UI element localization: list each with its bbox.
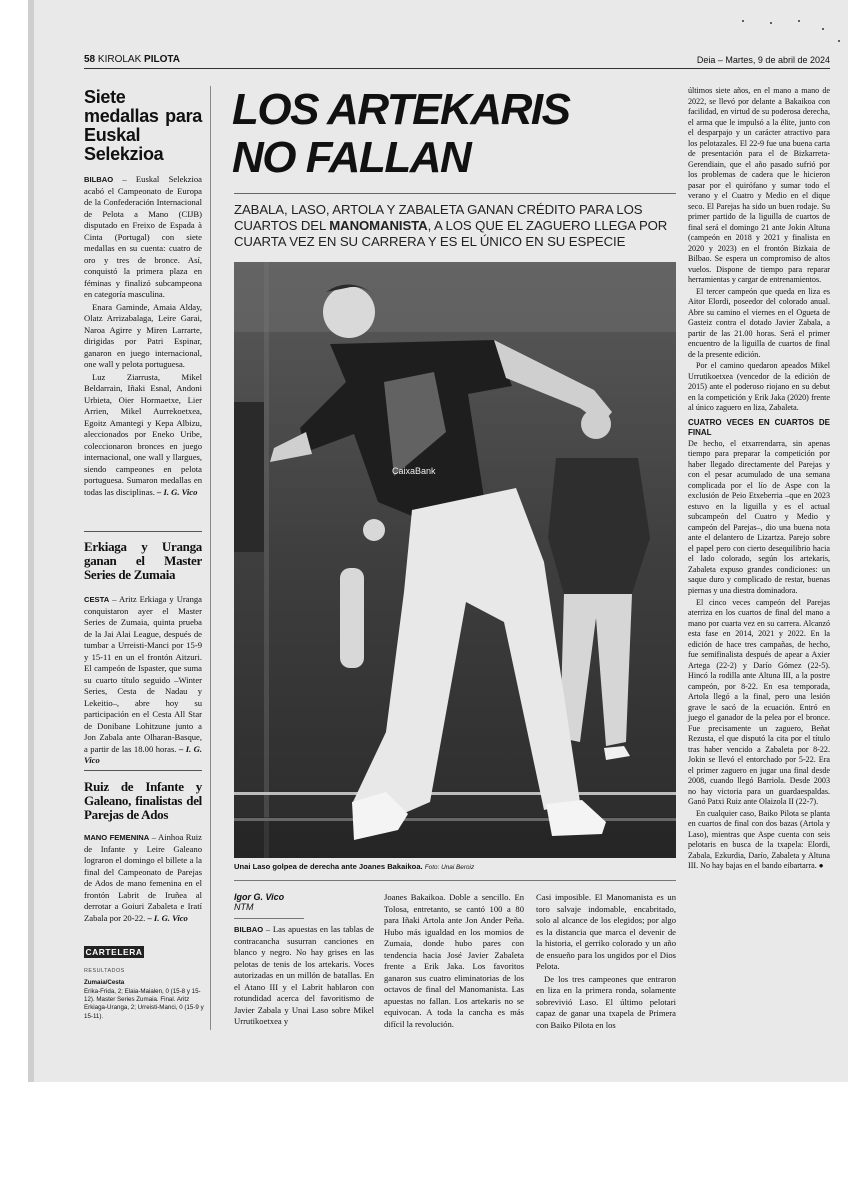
- main-photo: [234, 262, 676, 858]
- cartelera-label: CARTELERA: [85, 947, 143, 957]
- paragraph-text: Luz Ziarrusta, Mikel Beldarrain, Iñaki Esnal, Andoni Urbieta, Oier Hormaetxe, Lier Arrien, Mikel Aurrekoetxea, Egoitz Amantegi y Kepa Albizu, aleccionados por Eneko Uribe, coleccionaron bronces en juego internacional, one wall y llargues, siendo campeones en pelota portuguesa. Sumaron medallas en todas las disciplinas.: [84, 371, 202, 497]
- byline-org: NTM: [234, 902, 254, 912]
- divider: [84, 770, 202, 771]
- headline-line-1: LOS ARTEKARIS: [232, 85, 570, 134]
- signature: – I. G. Vico: [147, 912, 188, 923]
- photo-caption: [234, 862, 676, 871]
- section-subheading: CUATRO VECES EN CUARTOS DE FINAL: [688, 417, 830, 438]
- caption-text: Unai Laso golpea de derecha ante Joanes Bakaikoa.: [234, 862, 423, 871]
- body-column-right: [688, 86, 830, 873]
- body-paragraph: [688, 809, 830, 872]
- dateline: Deia – Martes, 9 de abril de 2024: [696, 55, 830, 65]
- page-edge-shadow: [28, 0, 34, 1082]
- headline-rule: [234, 193, 676, 194]
- paragraph-text: – Ainhoa Ruiz de Infante y Leire Galeano lograron el domingo el billete a la final del Campeonato de Parejas de Ados de mano femenina en el frontón Labrit de Iruñea al derrotar a Goiuri Zabaleta e Iratí Zabala por 20-22.: [84, 832, 202, 923]
- story-headline: Erkiaga y Uranga ganan el Master Series de Zumaia: [84, 539, 202, 582]
- story-headline: Ruiz de Infante y Galeano, finalistas del Parejas de Ados: [84, 779, 202, 822]
- section-label: [84, 54, 180, 65]
- body-paragraph: De los tres campeones que entraron en liza en la primera ronda, solamente sobrevivió Laso. El último pelotari capaz de ganar una txapela de Primera con Baiko Pilota en los: [536, 973, 676, 1030]
- paragraph-text: – Aritz Erkiaga y Uranga conquistaron ayer el Master Series de Zumaia, quinta prueba de la Jai Alai League, después de tumbar a Urreisti-Manci por 15-9 y 15-11 en un el frontón Aitzuri. El campeón de Ispaster, que suma su cuarto título seguido –Winter Series, Cesta de Nadau y Lekeitio–, abre hoy su participación en el Cesta All Star de Donibane Lohitzune junto a Jon Zabala ante Olharan-Basque, a partir de las 18.00 horas.: [84, 594, 202, 754]
- paragraph-text: En cualquier caso, Baiko Pilota se planta en cuartos de final con dos bazas (Artola y Laso), mientras que Aspe cuenta con seis pelotaris en busca de la txapela: Elordi, Zabala, Ezkurdia, Darío, Zabaleta y Altuna III. No hay bajas en el bando eibartarra.: [688, 808, 830, 871]
- dateline-lead: MANO FEMENINA: [84, 833, 150, 842]
- story-paragraph: [84, 594, 202, 767]
- byline: [234, 892, 284, 912]
- page-number: 58: [84, 54, 96, 65]
- story-paragraph: [84, 372, 202, 499]
- body-column-2: [384, 892, 524, 1031]
- dateline-lead: CESTA: [84, 595, 110, 604]
- results-heading: Zumaia/Cesta: [84, 979, 125, 987]
- divider: [84, 531, 202, 532]
- story-paragraph: Enara Gaminde, Amaia Alday, Olatz Arrizabalaga, Leire Garai, Naroa Agirre y Miren Larrarte, dirigidas por Patri Espinar, ganaron en juego internacional, one wall y pelota portuguesa.: [84, 301, 202, 370]
- photo-illustration: [234, 262, 676, 858]
- headline-line-2: NO FALLAN: [232, 133, 471, 182]
- paragraph-text: – Las apuestas en las tablas de contracancha susurran canciones en blanco y negro. No hay grises en las pelotas de tenis de los artekaris. Voces autorizadas en un millón de batallas. En el Atano III y el Labrit hablaron con rotundidad acerca del favoritismo de Javier Zabala y Unai Laso sobre Mikel Urrutikoetxea y: [234, 924, 374, 1027]
- column-rule: [210, 86, 211, 1030]
- body-paragraph: De hecho, el etxarrendarra, sin apenas tiempo para preparar la competición por haber llegado directamente del Parejas y con el pesar acumulado de una semana complicada por el lío de Aspe con la exclusión de Peio Etxeberria –que en 2023 estuvo en la liguilla y es el actual subcampeón del Cuatro y Medio y campeón del Parejas–, dio una buena nota ante el delantero de Lizartza. Parejo sobre el papel pero con cierto desequilibrio hacia el lado colorado, según los artekaris, Zabaleta expuso grandes condiciones: un saque duro y complicado de restar, buenas piernas y una diestra dominadora.: [688, 438, 830, 595]
- subtitle-text: , A LOS QUE EL ZAGUERO LLEGA POR CUARTA VEZ EN SU CARRERA Y ES EL ÚNICO EN SU ESPECIE: [234, 218, 668, 249]
- body-paragraph: El tercer campeón que queda en liza es Aitor Elordi, poseedor del colorado anual. Abre su camino el viernes en el Ogueta de Gasteiz contra el dotado Javier Zabala, a partir de las 21.00 horas. Será el primer encuentro de la liguilla de cuartos de final de la presente edición.: [688, 286, 830, 359]
- results-label: RESULTADOS: [84, 968, 125, 974]
- signature: – I. G. Vico: [157, 486, 198, 497]
- paragraph-text: – Euskal Selekzioa acabó el Campeonato de Europa de la Confederación Internacional de Pelota a Mano (CIJB) disputado en Freixo de Espada à Cinta (Portugal) con siete medallas en su cuenta: cuatro de oro y tres de bronce. Así, conquistó la primera plaza en féminas y finalizó subcampeona en categoría masculina.: [84, 174, 202, 300]
- sidebar-story-1: [84, 88, 202, 499]
- body-column-3: [536, 892, 676, 1032]
- results-text: Erika-Frida, 2; Elaia-Maialen, 0 (15-8 y 15-12). Master Series Zumaia. Final. Aritz Erkiaga-Uranga, 2; Urreisti-Manci, 0 (15-9 y 15-11).: [84, 987, 204, 1020]
- byline-rule: [234, 918, 304, 919]
- body-paragraph: [234, 924, 374, 1028]
- results-box: [84, 968, 204, 1021]
- subtitle-highlight: MANOMANISTA: [329, 218, 428, 233]
- photo-credit: Foto: Unai Beroiz: [424, 864, 475, 871]
- body-paragraph: Joanes Bakaikoa. Doble a sencillo. En Tolosa, entretanto, se cantó 100 a 80 para Iñaki Artola ante Jon Ander Peña. Hubo más igualdad en los momios de Zumaia, donde hubo pares con tendencia hacia José Javier Zabaleta frente a Erik Jaka. Los favoritos ganaron sus cuatro eliminatorias de los octavos de final del Manomanista. Las apuestas no fallan. Los artekaris no se equivocan. A toda la cancha es más difícil la revolución.: [384, 892, 524, 1029]
- sidebar-story-2: [84, 540, 202, 768]
- end-mark: ●: [818, 861, 824, 871]
- main-headline: [232, 86, 672, 182]
- sidebar-story-3: [84, 780, 202, 925]
- page-header: [84, 52, 830, 69]
- dateline-lead: BILBAO: [234, 925, 264, 934]
- dateline-lead: BILBAO: [84, 175, 114, 184]
- body-paragraph: El cinco veces campeón del Parejas aterriza en los cuartos de final del mano a mano por cuarta vez en su carrera. Alcanzó esta fase en 2014, 2021 y 2022. En la edición de hace tres campañas, de hecho, fue semifinalista después de apear a Axier Artega (22-2) y Darío Gómez (22-5). Hincó la rodilla ante Altuna III, a la postre campeón, por 8-22. En esa temporada, Artola llegó a la final, pero una lesión grave le sacó de la ecuación. Entró en juego el ganador de la pelea por el bronce. Fue precisamente un zaguero, Beñat Rezusta, el que disputó la cita por el título tras haber vencido a Zabaleta por 8-22. Jokin se llevó el entorchado por 5-22. Era el primer zaguero en jugar una final desde 2008, cuando llegó Barriola. Desde 2003 no hay victoria para un guardaespaldas. Ganó Patxi Ruiz ante Olaizola II (22-7).: [688, 597, 830, 807]
- body-paragraph: últimos siete años, en el mano a mano de 2022, se llevó por delante a Bakaikoa con facilidad, en virtud de su poderosa derecha, el arma que le impulsó a la élite, junto con el desparpajo y un carácter atractivo para los pelotazales. El 22-9 fue una buena carta de presentación para el de Bizkarreta-Gerendiain, que el año pasado sufrió por los problemas de cadera que le hicieron pasar por el quirófano y sumar todo el verano y el Cuatro y Medio en el dique seco. El Parejas ha sido un buen rodaje. Su primer partido de la liguilla de cuartos de final será el domingo 21 ante Jokin Altuna (campeón en 2018 y 2021 y finalista en 2020 y 2023) en el frontón Bizkaia de Bilbao. Se espera un compromiso de altos vuelos. Dispone de tiempo para reparar herramientas y cargar de entrenamientos.: [688, 86, 830, 285]
- shirt-sponsor-text: CaixaBank: [392, 466, 436, 476]
- story-paragraph: [84, 174, 202, 301]
- subtitle-text: ZABALA, LASO, ARTOLA Y ZABALETA GANAN CRÉDITO PARA LOS CUARTOS DEL: [234, 202, 643, 233]
- body-paragraph: Casi imposible. El Manomanista es un toro salvaje indomable, encabritado, solo al alcance de los elegidos; por algo es la distancia que marca el devenir de la historia, el gerriko colorado y un año de ensueño para los ungidos por el Dios Pelota.: [536, 892, 676, 972]
- subsection-name: PILOTA: [144, 54, 180, 65]
- section-name: KIROLAK: [97, 54, 142, 65]
- body-paragraph: Por el camino quedaron apeados Mikel Urrutikoetxea (vencedor de la edición de 2015) ante el poderoso riojano en su debut en la competición y Erik Jaka (2020) frente al único zaguero en liza, Zabaleta.: [688, 361, 830, 413]
- caption-rule: [234, 880, 676, 881]
- story-paragraph: [84, 832, 202, 924]
- body-column-1: [234, 924, 374, 1029]
- subtitle: [234, 202, 680, 250]
- byline-name: Igor G. Vico: [234, 892, 285, 902]
- story-headline: Siete medallas para Euskal Selekzioa: [84, 87, 202, 164]
- signature: – I. G. Vico: [84, 743, 202, 766]
